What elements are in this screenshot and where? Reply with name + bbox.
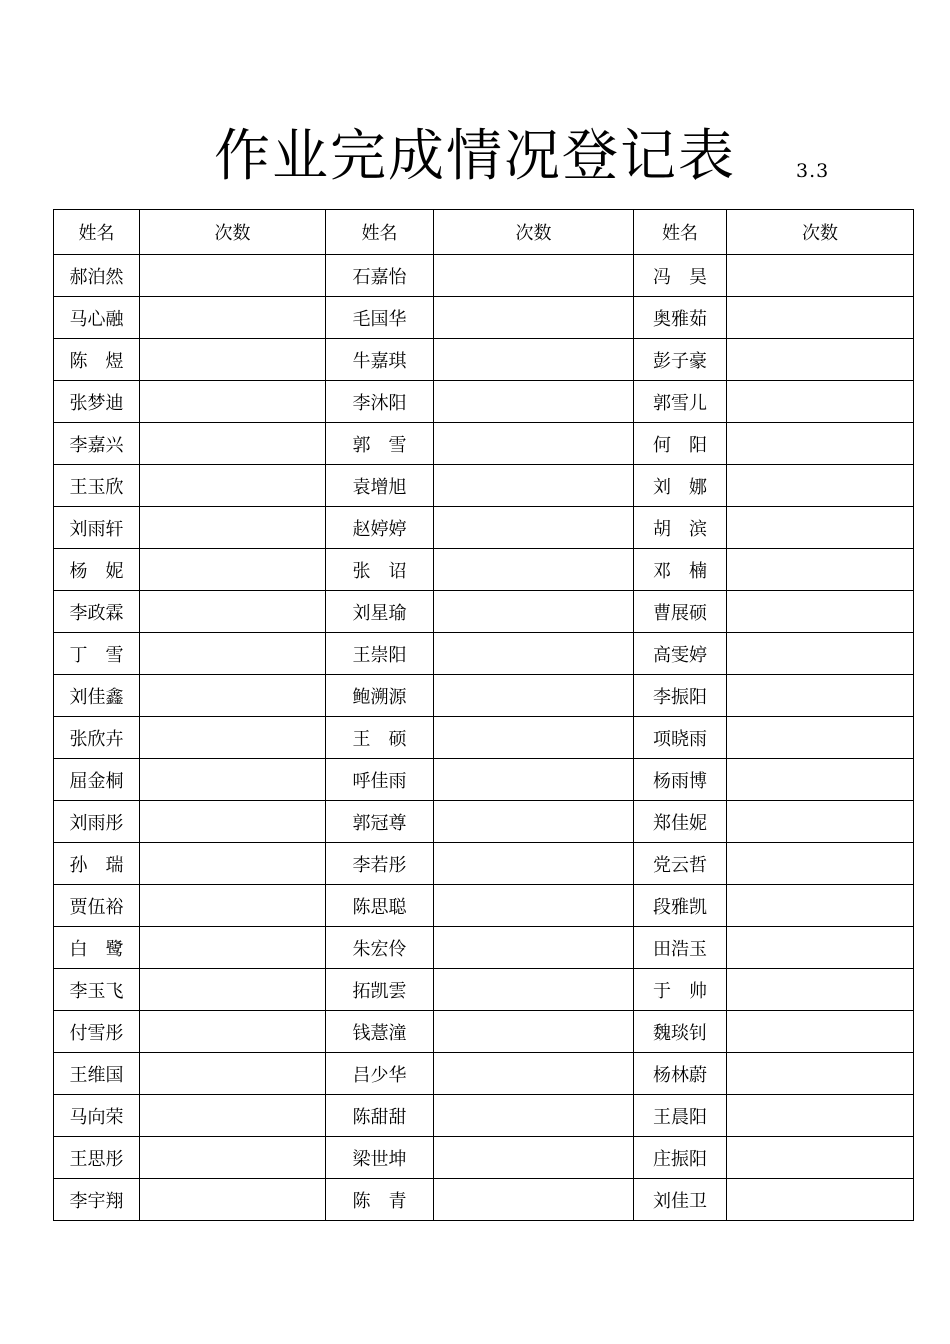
count-cell[interactable] (434, 1179, 634, 1221)
student-name-cell: 陈 青 (326, 1179, 434, 1221)
student-name-cell: 刘星瑜 (326, 591, 434, 633)
student-name-cell: 李若彤 (326, 843, 434, 885)
student-name-cell: 王晨阳 (634, 1095, 727, 1137)
count-cell[interactable] (140, 297, 326, 339)
table-row (54, 759, 914, 801)
count-cell[interactable] (140, 801, 326, 843)
count-cell[interactable] (727, 927, 914, 969)
count-cell[interactable] (434, 885, 634, 927)
student-name-cell: 孙 瑞 (54, 843, 140, 885)
student-name-cell: 马心融 (54, 297, 140, 339)
count-cell[interactable] (727, 885, 914, 927)
student-name-cell: 党云哲 (634, 843, 727, 885)
count-cell[interactable] (140, 969, 326, 1011)
student-name-cell: 郭冠尊 (326, 801, 434, 843)
table-row (54, 927, 914, 969)
table-row (54, 633, 914, 675)
student-name-cell: 王崇阳 (326, 633, 434, 675)
header-name-3: 姓名 (634, 210, 727, 255)
count-cell[interactable] (140, 1095, 326, 1137)
count-cell[interactable] (434, 969, 634, 1011)
date-label: 3.3 (796, 160, 830, 182)
count-cell[interactable] (434, 423, 634, 465)
student-name-cell: 刘 娜 (634, 465, 727, 507)
student-name-cell: 庄振阳 (634, 1137, 727, 1179)
count-cell[interactable] (727, 339, 914, 381)
count-cell[interactable] (727, 591, 914, 633)
count-cell[interactable] (434, 297, 634, 339)
student-name-cell: 段雅凯 (634, 885, 727, 927)
student-name-cell: 马向荣 (54, 1095, 140, 1137)
student-name-cell: 杨林蔚 (634, 1053, 727, 1095)
student-name-cell: 刘佳鑫 (54, 675, 140, 717)
student-name-cell: 冯 昊 (634, 255, 727, 297)
student-name-cell: 郭雪儿 (634, 381, 727, 423)
student-name-cell: 呼佳雨 (326, 759, 434, 801)
student-name-cell: 拓凯雲 (326, 969, 434, 1011)
header-name-1: 姓名 (54, 210, 140, 255)
table-row (54, 1095, 914, 1137)
student-name-cell: 王玉欣 (54, 465, 140, 507)
count-cell[interactable] (727, 297, 914, 339)
student-name-cell: 张梦迪 (54, 381, 140, 423)
count-cell[interactable] (727, 549, 914, 591)
student-name-cell: 刘雨彤 (54, 801, 140, 843)
count-cell[interactable] (434, 1095, 634, 1137)
table-row (54, 885, 914, 927)
header-name-2: 姓名 (326, 210, 434, 255)
header-row (54, 210, 914, 255)
student-name-cell: 于 帅 (634, 969, 727, 1011)
student-name-cell: 王思彤 (54, 1137, 140, 1179)
table-row (54, 843, 914, 885)
count-cell[interactable] (727, 675, 914, 717)
header-count-2: 次数 (434, 210, 634, 255)
table-row (54, 1179, 914, 1221)
table-row (54, 507, 914, 549)
table-row (54, 591, 914, 633)
count-cell[interactable] (140, 1137, 326, 1179)
student-name-cell: 高雯婷 (634, 633, 727, 675)
header-count-3: 次数 (727, 210, 914, 255)
count-cell[interactable] (140, 885, 326, 927)
student-name-cell: 朱宏伶 (326, 927, 434, 969)
student-name-cell: 杨雨博 (634, 759, 727, 801)
count-cell[interactable] (140, 591, 326, 633)
count-cell[interactable] (140, 717, 326, 759)
student-name-cell: 袁增旭 (326, 465, 434, 507)
student-name-cell: 郑佳妮 (634, 801, 727, 843)
table-row (54, 297, 914, 339)
count-cell[interactable] (140, 549, 326, 591)
count-cell[interactable] (727, 507, 914, 549)
student-name-cell: 李嘉兴 (54, 423, 140, 465)
student-name-cell: 胡 滨 (634, 507, 727, 549)
student-name-cell: 陈甜甜 (326, 1095, 434, 1137)
student-name-cell: 石嘉怡 (326, 255, 434, 297)
student-name-cell: 陈思聪 (326, 885, 434, 927)
table-row (54, 801, 914, 843)
student-name-cell: 鲍溯源 (326, 675, 434, 717)
table-row (54, 381, 914, 423)
count-cell[interactable] (727, 759, 914, 801)
homework-register-table (53, 209, 914, 1221)
count-cell[interactable] (434, 1137, 634, 1179)
count-cell[interactable] (140, 423, 326, 465)
table-row (54, 969, 914, 1011)
student-name-cell: 白 鹭 (54, 927, 140, 969)
count-cell[interactable] (727, 843, 914, 885)
table-row (54, 1137, 914, 1179)
student-name-cell: 杨 妮 (54, 549, 140, 591)
count-cell[interactable] (727, 1179, 914, 1221)
count-cell[interactable] (140, 255, 326, 297)
count-cell[interactable] (434, 633, 634, 675)
table-row (54, 339, 914, 381)
student-name-cell: 陈 煜 (54, 339, 140, 381)
count-cell[interactable] (727, 1095, 914, 1137)
count-cell[interactable] (140, 381, 326, 423)
count-cell[interactable] (434, 801, 634, 843)
count-cell[interactable] (434, 927, 634, 969)
count-cell[interactable] (727, 1053, 914, 1095)
count-cell[interactable] (727, 1011, 914, 1053)
student-name-cell: 牛嘉琪 (326, 339, 434, 381)
count-cell[interactable] (140, 1053, 326, 1095)
count-cell[interactable] (140, 1011, 326, 1053)
count-cell[interactable] (434, 381, 634, 423)
table-row (54, 717, 914, 759)
student-name-cell: 王维国 (54, 1053, 140, 1095)
student-name-cell: 屈金桐 (54, 759, 140, 801)
count-cell[interactable] (727, 801, 914, 843)
student-name-cell: 曹展硕 (634, 591, 727, 633)
student-name-cell: 郝泊然 (54, 255, 140, 297)
count-cell[interactable] (434, 717, 634, 759)
student-name-cell: 丁 雪 (54, 633, 140, 675)
count-cell[interactable] (434, 549, 634, 591)
student-name-cell: 奥雅茹 (634, 297, 727, 339)
count-cell[interactable] (434, 591, 634, 633)
count-cell[interactable] (140, 843, 326, 885)
student-name-cell: 邓 楠 (634, 549, 727, 591)
count-cell[interactable] (727, 717, 914, 759)
count-cell[interactable] (727, 255, 914, 297)
student-name-cell: 赵婷婷 (326, 507, 434, 549)
header-count-1: 次数 (140, 210, 326, 255)
count-cell[interactable] (434, 1011, 634, 1053)
student-name-cell: 魏琰钊 (634, 1011, 727, 1053)
count-cell[interactable] (140, 633, 326, 675)
student-name-cell: 刘雨轩 (54, 507, 140, 549)
student-name-cell: 吕少华 (326, 1053, 434, 1095)
count-cell[interactable] (434, 1053, 634, 1095)
student-name-cell: 李振阳 (634, 675, 727, 717)
count-cell[interactable] (434, 255, 634, 297)
count-cell[interactable] (140, 927, 326, 969)
table-row (54, 423, 914, 465)
student-name-cell: 李沐阳 (326, 381, 434, 423)
student-name-cell: 钱薏潼 (326, 1011, 434, 1053)
student-name-cell: 王 硕 (326, 717, 434, 759)
student-name-cell: 张欣卉 (54, 717, 140, 759)
count-cell[interactable] (434, 675, 634, 717)
student-name-cell: 项晓雨 (634, 717, 727, 759)
table-row (54, 1053, 914, 1095)
count-cell[interactable] (140, 507, 326, 549)
count-cell[interactable] (727, 1137, 914, 1179)
student-name-cell: 梁世坤 (326, 1137, 434, 1179)
page-title: 作业完成情况登记表 (214, 124, 736, 189)
student-name-cell: 李宇翔 (54, 1179, 140, 1221)
count-cell[interactable] (434, 465, 634, 507)
table-row (54, 1011, 914, 1053)
count-cell[interactable] (727, 969, 914, 1011)
count-cell[interactable] (140, 465, 326, 507)
student-name-cell: 彭子豪 (634, 339, 727, 381)
student-name-cell: 田浩玉 (634, 927, 727, 969)
count-cell[interactable] (140, 1179, 326, 1221)
student-name-cell: 李政霖 (54, 591, 140, 633)
count-cell[interactable] (727, 465, 914, 507)
student-name-cell: 何 阳 (634, 423, 727, 465)
student-name-cell: 郭 雪 (326, 423, 434, 465)
table-row (54, 255, 914, 297)
count-cell[interactable] (434, 759, 634, 801)
count-cell[interactable] (140, 759, 326, 801)
count-cell[interactable] (434, 339, 634, 381)
count-cell[interactable] (434, 507, 634, 549)
student-name-cell: 李玉飞 (54, 969, 140, 1011)
table-row (54, 675, 914, 717)
count-cell[interactable] (727, 633, 914, 675)
table-row (54, 549, 914, 591)
count-cell[interactable] (727, 423, 914, 465)
table-row (54, 465, 914, 507)
student-name-cell: 刘佳卫 (634, 1179, 727, 1221)
student-name-cell: 贾伍裕 (54, 885, 140, 927)
count-cell[interactable] (140, 339, 326, 381)
student-name-cell: 付雪彤 (54, 1011, 140, 1053)
student-name-cell: 张 诏 (326, 549, 434, 591)
student-name-cell: 毛国华 (326, 297, 434, 339)
count-cell[interactable] (140, 675, 326, 717)
count-cell[interactable] (727, 381, 914, 423)
count-cell[interactable] (434, 843, 634, 885)
